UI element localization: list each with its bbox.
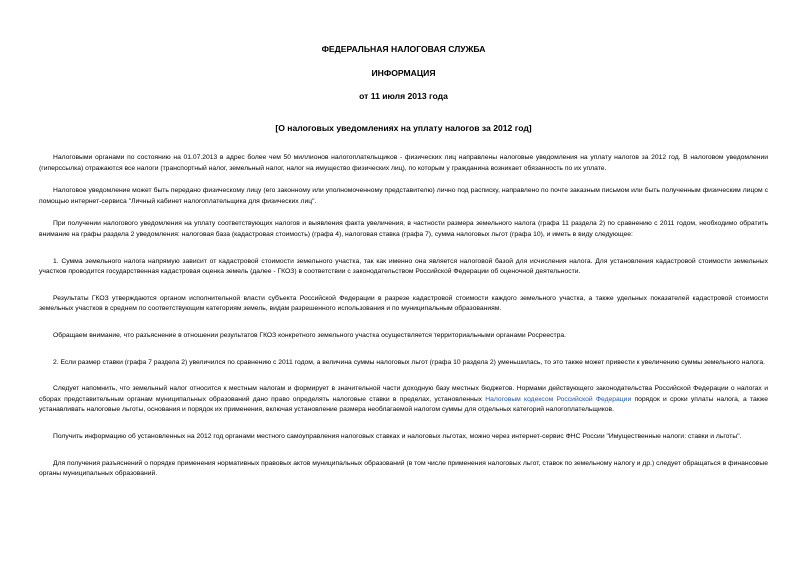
paragraph-1: Налоговыми органами по состоянию на 01.07.2013 в адрес более чем 50 миллионов налогоплательщиков - физических лиц направлены налоговые уведомления на уплату налогов за 2012 год. В налоговом уведомлении (гиперссылка) отражаются все налоги (транспортный налог, земельный налог, налог на имущество физических лиц), по которым у гражданина возникает обязанность по их уплате. [39,154,768,172]
paragraph-6: Обращаем внимание, что разъяснение в отношении результатов ГКОЗ конкретного земельного участка осуществляется территориальными органами Росреестра. [53,331,566,339]
document-date: от 11 июля 2013 года [359,91,448,101]
paragraph-8-text-after: порядок и сроки уплаты налога, а также устанавливать налоговые льготы, основания и порядок их применения, включая установление размера необлагаемой налогом суммы для отдельных категорий налогоплательщиков. [39,395,768,414]
paragraph-10: Для получения разъяснений о порядке применения нормативных правовых актов муниципальных образований (в том числе применения налоговых льгот, ставок по земельному налогу и др.) следует обращаться в финансовые органы муниципальных образований. [39,459,768,478]
paragraph-4: 1. Сумма земельного налога напрямую зависит от кадастровой стоимости земельного участка, так как именно она является налоговой базой для исчисления налога. Для установления кадастровой стоимости земельных участков проводится государственная кадастровая оценка земель (далее - ГКОЗ) в соответствии с законодательством Российской Федерации об оценочной деятельности. [39,257,768,276]
paragraph-8 [39,384,768,416]
tax-code-link[interactable]: Налоговым кодексом Российской Федерации [485,395,632,403]
organization-heading: ФЕДЕРАЛЬНАЯ НАЛОГОВАЯ СЛУЖБА [321,44,486,54]
paragraph-3: При получении налогового уведомления на уплату соответствующих налогов и выявления факта увеличения, в частности размера земельного налога (графа 11 раздела 2) по сравнению с 2011 годом, необходимо обратить внимание на графы раздела 2 уведомления: налоговая база (кадастровая стоимость) (графа 4), налоговая ставка (графа 7), сумма налоговых льгот (графа 10), и иметь в виду следующее: [39,220,768,238]
document-type-heading: ИНФОРМАЦИЯ [371,68,436,78]
paragraph-9: Получить информацию об установленных на 2012 год органами местного самоуправления налоговых ставках и налоговых льготах, можно через интернет-сервис ФНС России "Имущественные налоги: ставки и льготы". [53,432,742,440]
document-body [39,153,768,480]
paragraph-5: Результаты ГКОЗ утверждаются органом исполнительной власти субъекта Российской Федерации в разрезе кадастровой стоимости каждого земельного участка, а также удельных показателей кадастровой стоимости земельных участков в среднем по соответствующим категориям земель, видам разрешенного использования и по муниципальным образованиям. [39,294,768,313]
paragraph-8-text-before: Следует напомнить, что земельный налог относится к местным налогам и формирует в значительной части доходную базу местных бюджетов. Нормами действующего законодательства Российской Федерации о налогах и сборах представительным органам муниципальных образований дано право определять налоговые ставки в пределах, установленных [39,385,768,403]
document-title: [О налоговых уведомлениях на уплату налогов за 2012 год] [275,123,532,133]
paragraph-2: Налоговое уведомление может быть передано физическому лицу (его законному или уполномоченному представителю) лично под расписку, направлено по почте заказным письмом или быть полученным физическим лицом с помощью интернет-сервиса "Личный кабинет налогоплательщика для физических лиц". [39,187,768,205]
paragraph-7: 2. Если размер ставки (графа 7 раздела 2) увеличился по сравнению с 2011 годом, а величина суммы налоговых льгот (графа 10 раздела 2) уменьшилась, то это также может привести к увеличению суммы земельного налога. [53,358,765,366]
